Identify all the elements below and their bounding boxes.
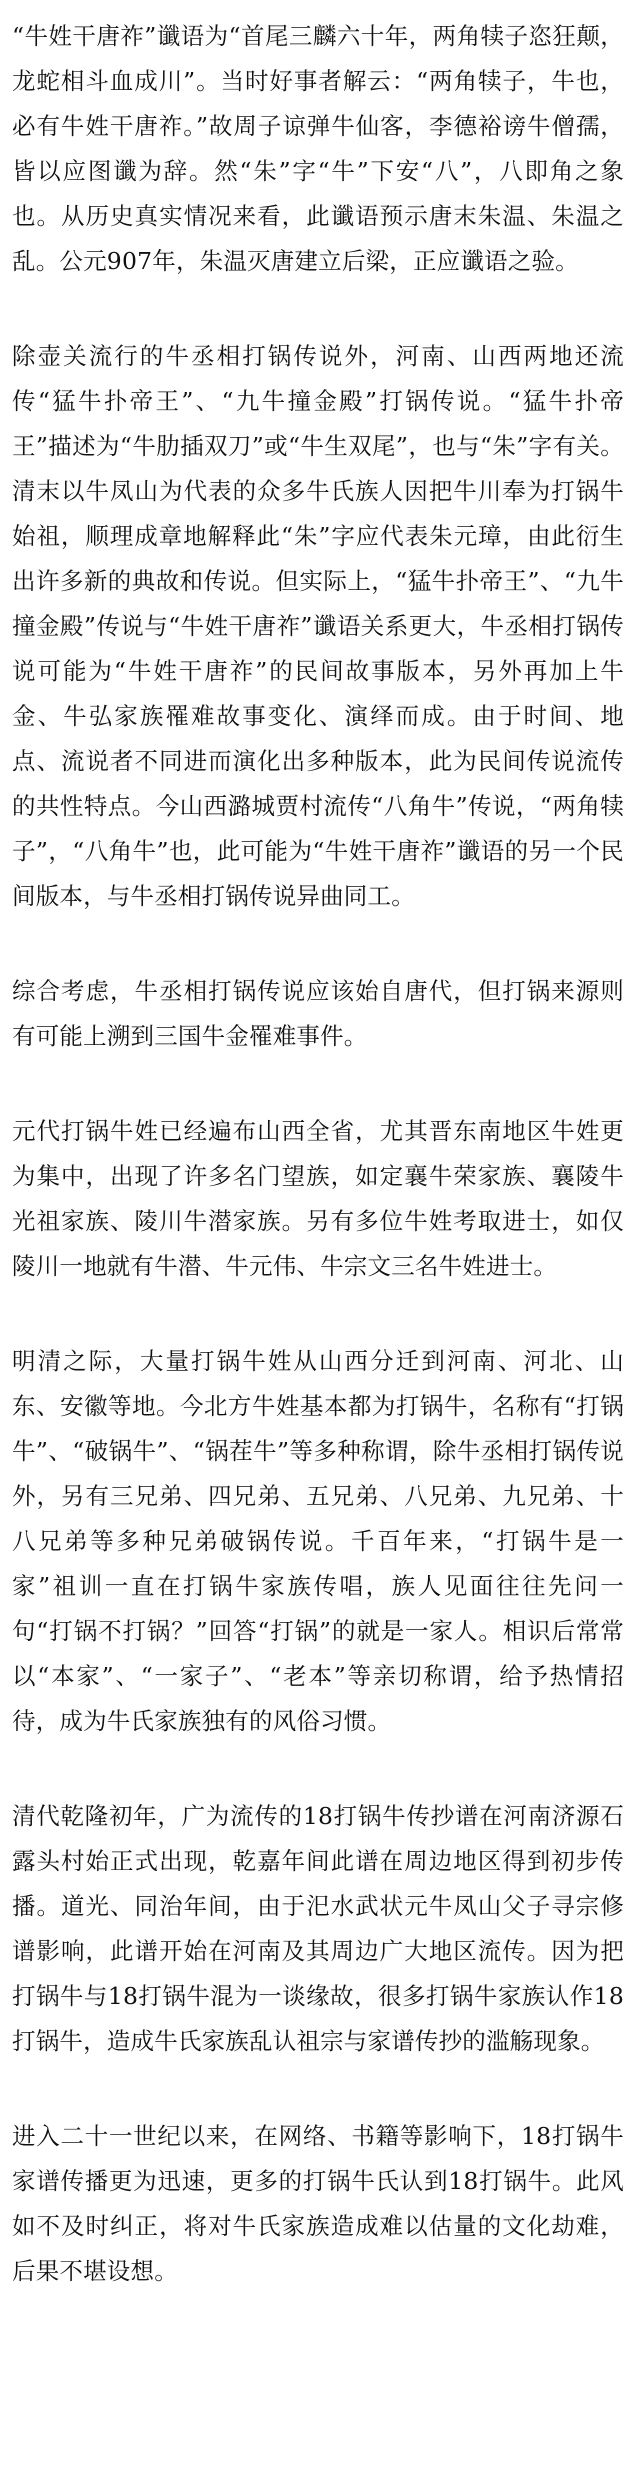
paragraph-5: 明清之际，大量打锅牛姓从山西分迁到河南、河北、山东、安徽等地。今北方牛姓基本都为打锅牛，名称有“打锅牛”、“破锅牛”、“锅茬牛”等多种称谓，除牛丞相打锅传说外，另有三兄弟、四兄弟、五兄弟、八兄弟、九兄弟、十八兄弟等多种兄弟破锅传说。千百年来，“打锅牛是一家”祖训一直在打锅牛家族传唱，族人见面往往先问一句“打锅不打锅？”回答“打锅”的就是一家人。相识后常常以“本家”、“一家子”、“老本”等亲切称谓，给予热情招待，成为牛氏家族独有的风俗习惯。 <box>12 1347 624 1735</box>
paragraph-3: 综合考虑，牛丞相打锅传说应该始自唐代，但打锅来源则有可能上溯到三国牛金罹难事件。 <box>12 977 624 1050</box>
paragraph-1: “牛姓干唐祚”谶语为“首尾三麟六十年，两角犊子恣狂颠，龙蛇相斗血成川”。当时好事者解云：“两角犊子，牛也，必有牛姓干唐祚。”故周子谅弹牛仙客，李德裕谤牛僧孺，皆以应图谶为辞。然“朱”字“牛”下安“八”，八即角之象也。从历史真实情况来看，此谶语预示唐末朱温、朱温之乱。公元907年，朱温灭唐建立后梁，正应谶语之验。 <box>12 22 624 275</box>
paragraph-2: 除壶关流行的牛丞相打锅传说外，河南、山西两地还流传“猛牛扑帝王”、“九牛撞金殿”打锅传说。“猛牛扑帝王”描述为“牛肋插双刀”或“牛生双尾”，也与“朱”字有关。清末以牛凤山为代表的众多牛氏族人因把牛川奉为打锅牛始祖，顺理成章地解释此“朱”字应代表朱元璋，由此衍生出许多新的典故和传说。但实际上，“猛牛扑帝王”、“九牛撞金殿”传说与“牛姓干唐祚”谶语关系更大，牛丞相打锅传说可能为“牛姓干唐祚”的民间故事版本，另外再加上牛金、牛弘家族罹难故事变化、演绎而成。由于时间、地点、流说者不同进而演化出多种版本，此为民间传说流传的共性特点。今山西潞城贾村流传“八角牛”传说，“两角犊子”，“八角牛”也，此可能为“牛姓干唐祚”谶语的另一个民间版本，与牛丞相打锅传说异曲同工。 <box>12 342 624 910</box>
paragraph-6: 清代乾隆初年，广为流传的18打锅牛传抄谱在河南济源石露头村始正式出现，乾嘉年间此谱在周边地区得到初步传播。道光、同治年间，由于汜水武状元牛凤山父子寻宗修谱影响，此谱开始在河南及其周边广大地区流传。因为把打锅牛与18打锅牛混为一谈缘故，很多打锅牛家族认作18打锅牛，造成牛氏家族乱认祖宗与家谱传抄的滥觞现象。 <box>12 1802 624 2055</box>
paragraph-7: 进入二十一世纪以来，在网络、书籍等影响下，18打锅牛家谱传播更为迅速，更多的打锅牛氏认到18打锅牛。此风如不及时纠正，将对牛氏家族造成难以估量的文化劫难，后果不堪设想。 <box>12 2122 624 2285</box>
paragraph-4: 元代打锅牛姓已经遍布山西全省，尤其晋东南地区牛姓更为集中，出现了许多名门望族，如定襄牛荣家族、襄陵牛光祖家族、陵川牛潜家族。另有多位牛姓考取进士，如仅陵川一地就有牛潜、牛元伟、牛宗文三名牛姓进士。 <box>12 1117 624 1280</box>
